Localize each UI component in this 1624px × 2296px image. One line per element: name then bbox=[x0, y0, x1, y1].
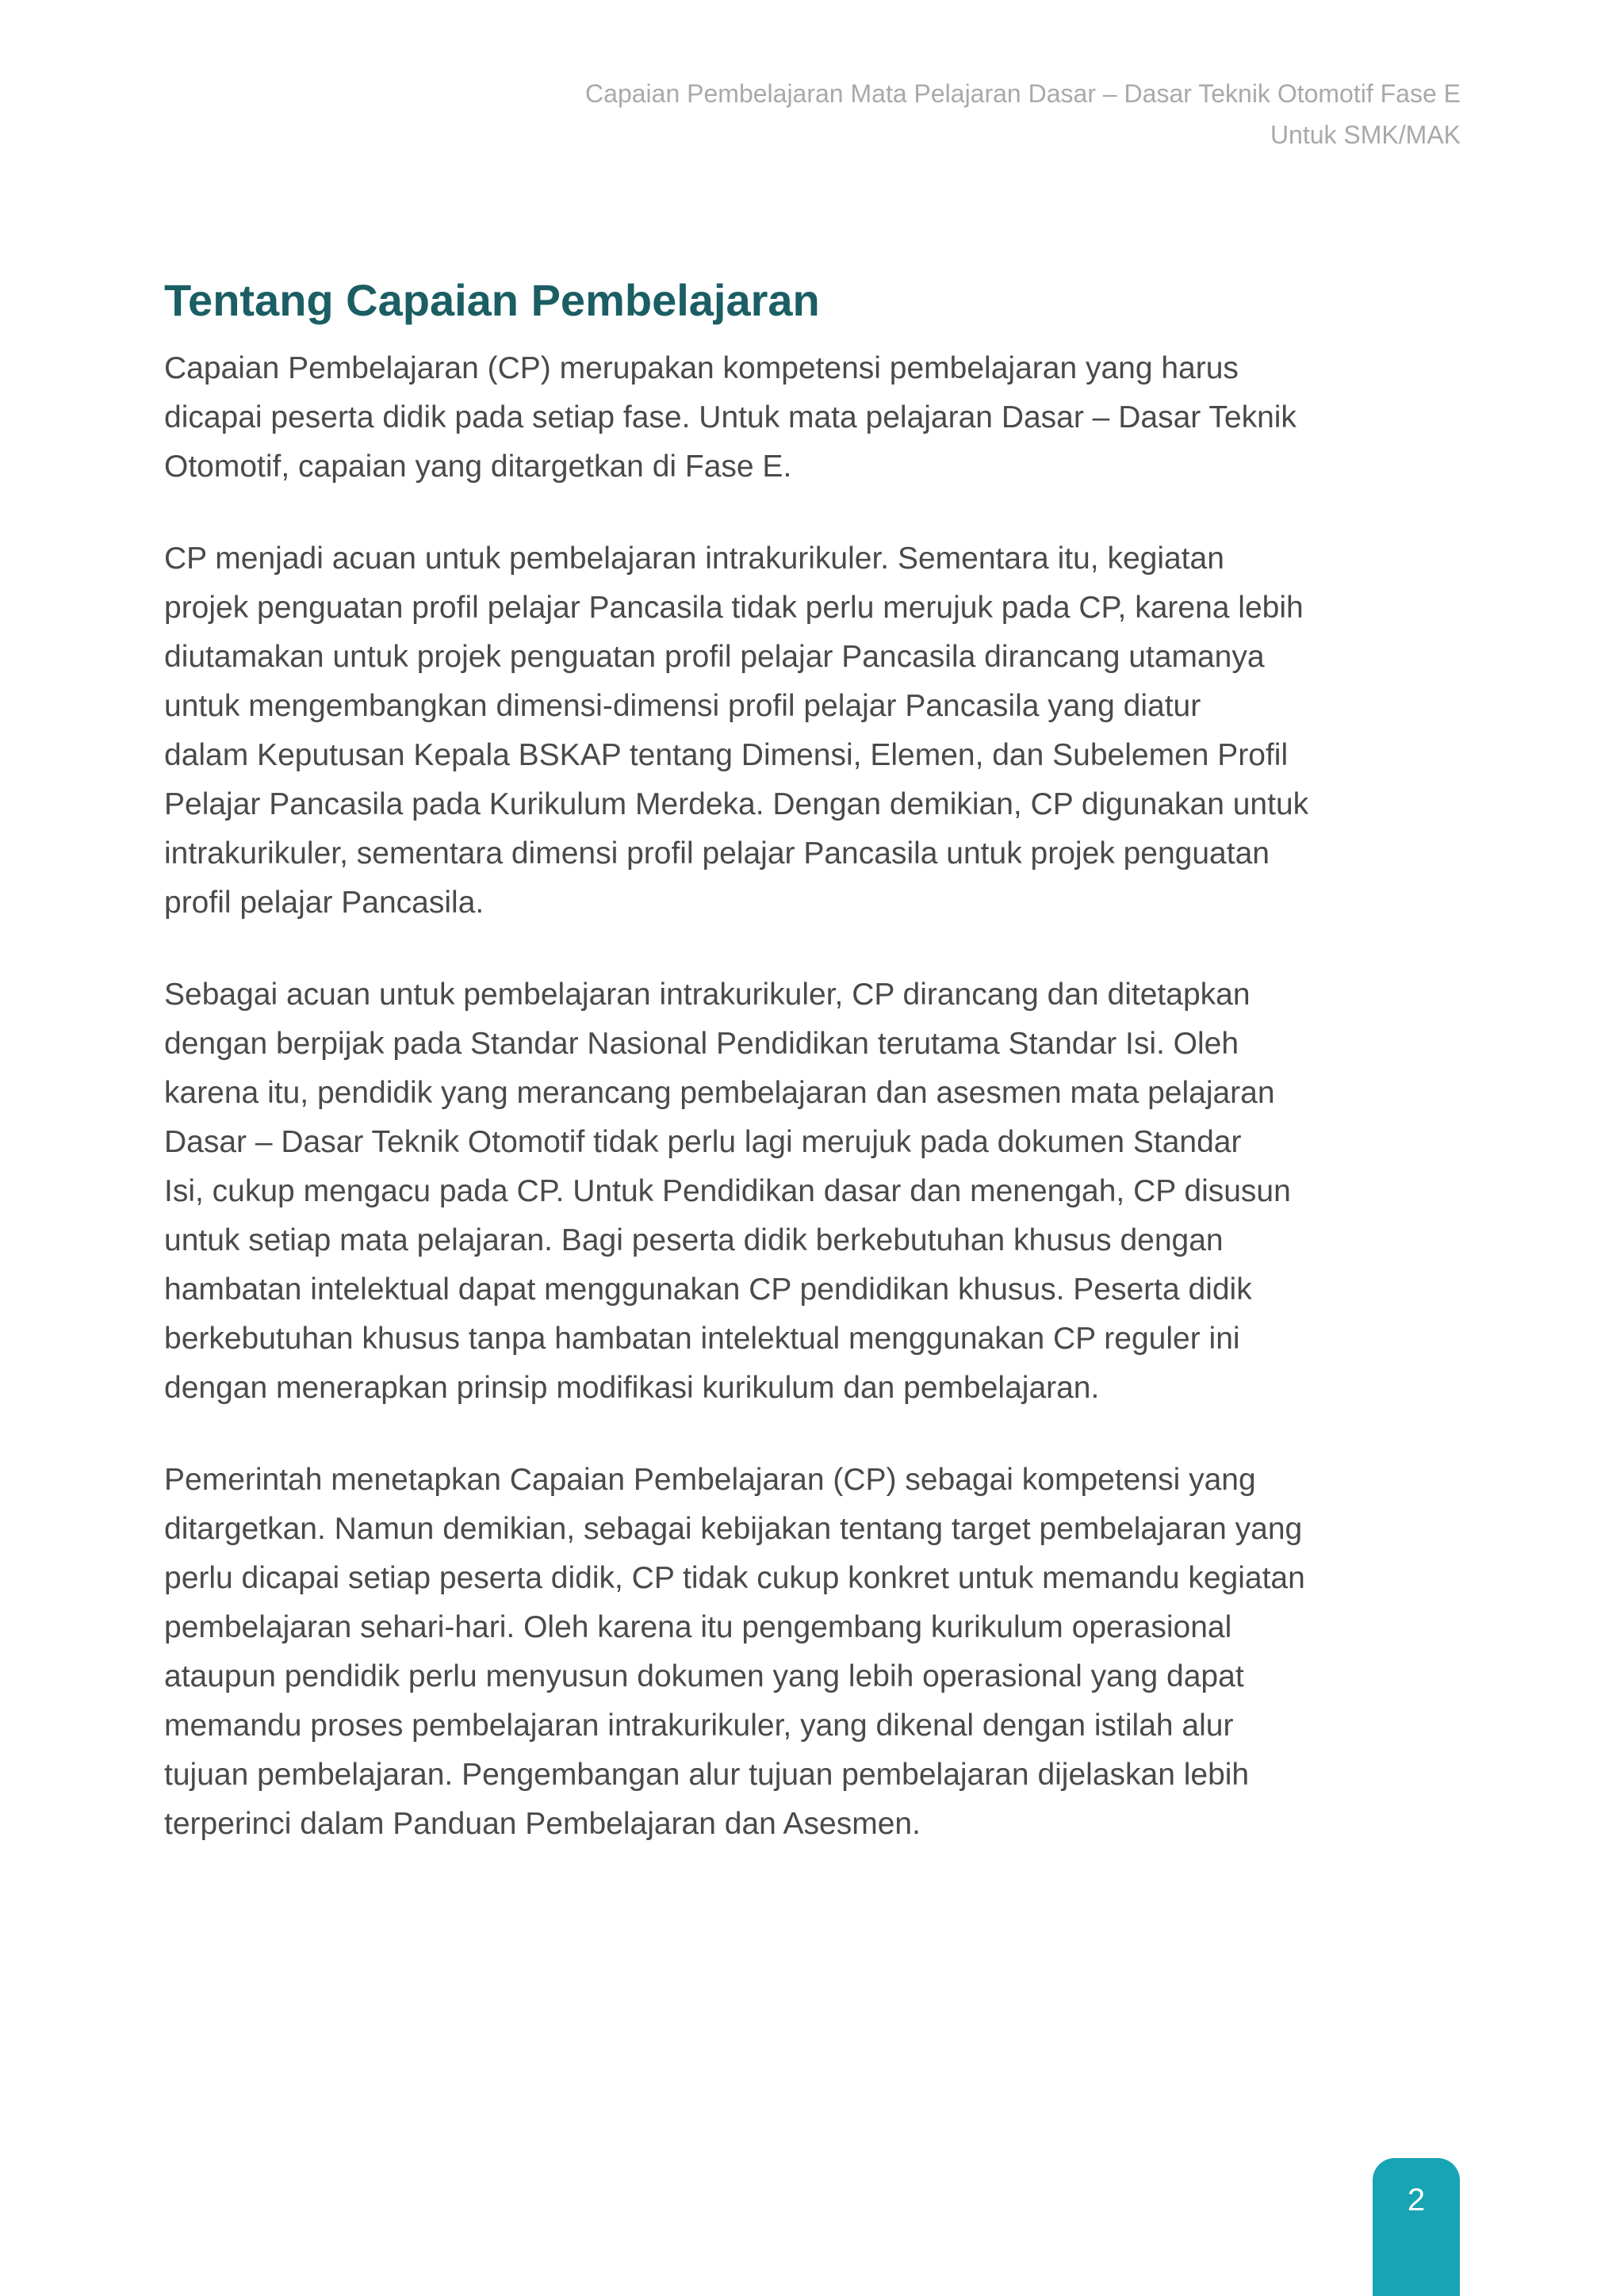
paragraph-2 bbox=[164, 534, 1465, 928]
text-line: untuk mengembangkan dimensi-dimensi profil pelajar Pancasila yang diatur bbox=[164, 689, 1201, 723]
running-header-title: Capaian Pembelajaran Mata Pelajaran Dasar – Dasar Teknik Otomotif Fase E bbox=[585, 79, 1461, 108]
paragraph-4 bbox=[164, 1456, 1465, 1849]
text-line: dengan berpijak pada Standar Nasional Pendidikan terutama Standar Isi. Oleh bbox=[164, 1027, 1239, 1061]
text-line: dengan menerapkan prinsip modifikasi kurikulum dan pembelajaran. bbox=[164, 1371, 1100, 1405]
text-line: perlu dicapai setiap peserta didik, CP tidak cukup konkret untuk memandu kegiatan bbox=[164, 1561, 1305, 1595]
text-line: ataupun pendidik perlu menyusun dokumen yang lebih operasional yang dapat bbox=[164, 1659, 1244, 1693]
text-line: terperinci dalam Panduan Pembelajaran dan Asesmen. bbox=[164, 1807, 921, 1841]
text-line: Capaian Pembelajaran (CP) merupakan kompetensi pembelajaran yang harus bbox=[164, 351, 1239, 385]
text-line: Isi, cukup mengacu pada CP. Untuk Pendidikan dasar dan menengah, CP disusun bbox=[164, 1174, 1291, 1208]
text-line: intrakurikuler, sementara dimensi profil pelajar Pancasila untuk projek penguatan bbox=[164, 836, 1270, 871]
text-line: dalam Keputusan Kepala BSKAP tentang Dimensi, Elemen, dan Subelemen Profil bbox=[164, 738, 1289, 772]
text-line: dicapai peserta didik pada setiap fase. Untuk mata pelajaran Dasar – Dasar Teknik bbox=[164, 400, 1297, 434]
text-line: berkebutuhan khusus tanpa hambatan intelektual menggunakan CP reguler ini bbox=[164, 1322, 1240, 1356]
running-header bbox=[271, 73, 1461, 155]
main-content bbox=[164, 266, 1465, 1892]
text-line: Pemerintah menetapkan Capaian Pembelajaran (CP) sebagai kompetensi yang bbox=[164, 1463, 1256, 1497]
text-line: Otomotif, capaian yang ditargetkan di Fase E. bbox=[164, 450, 792, 484]
text-line: Pelajar Pancasila pada Kurikulum Merdeka. Dengan demikian, CP digunakan untuk bbox=[164, 787, 1309, 821]
text-line: pembelajaran sehari-hari. Oleh karena itu pengembang kurikulum operasional bbox=[164, 1610, 1232, 1644]
page-number: 2 bbox=[1407, 2183, 1426, 2218]
text-line: untuk setiap mata pelajaran. Bagi peserta didik berkebutuhan khusus dengan bbox=[164, 1223, 1224, 1257]
paragraph-1 bbox=[164, 344, 1465, 492]
page-number-tab bbox=[1373, 2158, 1460, 2296]
text-line: ditargetkan. Namun demikian, sebagai kebijakan tentang target pembelajaran yang bbox=[164, 1512, 1303, 1546]
section-title: Tentang Capaian Pembelajaran bbox=[164, 275, 820, 325]
running-header-subtitle: Untuk SMK/MAK bbox=[1270, 121, 1461, 149]
text-line: tujuan pembelajaran. Pengembangan alur tujuan pembelajaran dijelaskan lebih bbox=[164, 1758, 1250, 1792]
text-line: Dasar – Dasar Teknik Otomotif tidak perlu lagi merujuk pada dokumen Standar bbox=[164, 1125, 1242, 1159]
text-line: projek penguatan profil pelajar Pancasila tidak perlu merujuk pada CP, karena lebih bbox=[164, 591, 1304, 625]
text-line: profil pelajar Pancasila. bbox=[164, 886, 485, 920]
text-line: Sebagai acuan untuk pembelajaran intrakurikuler, CP dirancang dan ditetapkan bbox=[164, 978, 1251, 1012]
text-line: karena itu, pendidik yang merancang pembelajaran dan asesmen mata pelajaran bbox=[164, 1076, 1275, 1110]
text-line: CP menjadi acuan untuk pembelajaran intrakurikuler. Sementara itu, kegiatan bbox=[164, 541, 1224, 576]
text-line: diutamakan untuk projek penguatan profil pelajar Pancasila dirancang utamanya bbox=[164, 640, 1265, 674]
text-line: hambatan intelektual dapat menggunakan CP pendidikan khusus. Peserta didik bbox=[164, 1272, 1252, 1307]
text-line: memandu proses pembelajaran intrakurikuler, yang dikenal dengan istilah alur bbox=[164, 1709, 1234, 1743]
paragraph-3 bbox=[164, 970, 1465, 1413]
